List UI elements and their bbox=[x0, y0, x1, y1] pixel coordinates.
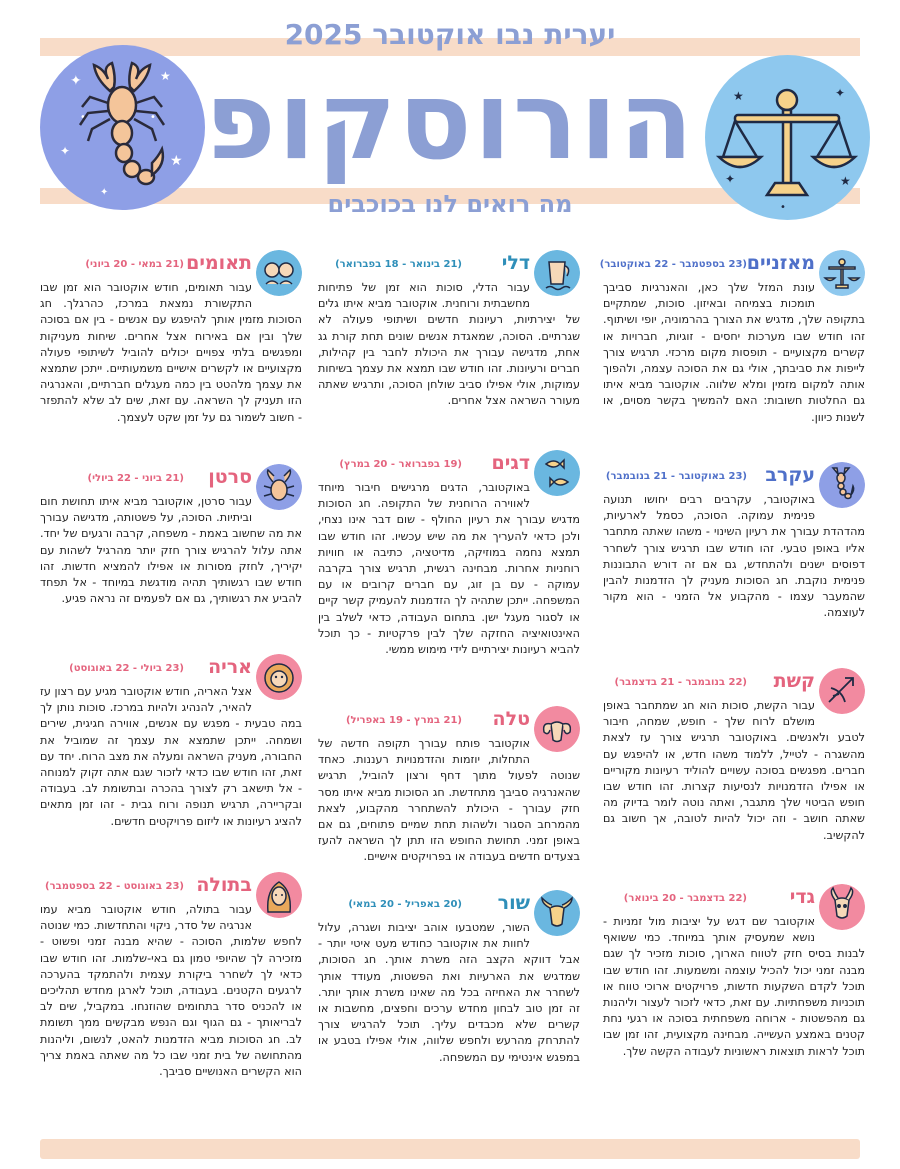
svg-text:✦: ✦ bbox=[100, 187, 109, 198]
sign-libra bbox=[599, 250, 865, 462]
sign-leo bbox=[40, 654, 302, 872]
sign-gemini bbox=[40, 250, 302, 464]
sign-name: דגים bbox=[491, 452, 530, 474]
author-month: יערית נבו אוקטובר 2025 bbox=[284, 18, 616, 51]
sign-name: גדי bbox=[789, 886, 815, 908]
svg-text:✦: ✦ bbox=[60, 144, 71, 158]
sign-text: השור, שמטבעו אוהב יציבות ושגרה, עלול לחוות את אוקטובר כחודש מעט איטי יותר - אבל דווקא הקצב הזה משרת אותך. חג הסוכות, שמדגיש את הארעיות ואת הפשטות, מעודד אותך לשחרר את האחיזה בכל מה שאינו משרת אותך יותר. זה זמן טוב לבחון מחדש ערכים וחפצים, מחשבות או קשרים שלא מכבדים עליך. תוכל להרגיש צורך להתרחק מהרעש ולחפש שלווה, אולי אפילו בטבע או במפגש אינטימי עם המשפחה. bbox=[318, 921, 580, 1064]
virgo-icon bbox=[256, 872, 302, 918]
sign-dates: (23 בספטמבר - 22 באוקטובר) bbox=[599, 259, 747, 270]
sign-pisces bbox=[318, 450, 580, 706]
svg-text:★: ★ bbox=[733, 89, 744, 103]
sign-dates: (23 ביולי - 22 באוגוסט) bbox=[69, 663, 184, 674]
sign-name: תאומים bbox=[186, 252, 252, 274]
sign-text: באוקטובר, עקרבים רבים יחושו תנועה פנימית עמוקה. הסוכה, כסמל לארעיות, מהדהדת עבורך את רעיון השינוי - משהו שאתה מתחבר אליו באופן טבעי. זהו חודש שבו תרגיש צורך לשחרר דפוסים ישנים ולהתחדש, גם אם זה דורש התבוננות פנימית נוקבת. חג הסוכות מעניק לך הזדמנות להבין שהמעבר עצמו - מהקבוע אל הזמני - הוא מקור לעוצמה. bbox=[603, 493, 865, 620]
page-subtitle: מה רואים לנו בכוכבים bbox=[327, 190, 573, 218]
cancer-icon bbox=[256, 464, 302, 510]
svg-text:★: ★ bbox=[160, 69, 171, 83]
sign-dates: (19 בפברואר - 20 במרץ) bbox=[339, 459, 462, 470]
bottom-band bbox=[40, 1139, 860, 1159]
sign-text: אוקטובר פותח עבורך תקופה חדשה של התחלות, יוזמות והזדמנויות רעננות. כאחד שנוטה לפעול מתוך דחף ורצון להוביל, תרגיש שהאנרגיה סביבך מתחדשת. חג הסוכות מביא איתו מסר חזק עבורך - היכולת להשתחרר מהקבוע, לצאת מהמרחב הסגור ולשהות תחת שמיים פתוחים, גם אם באופן זמני. תחושת החופש הזו תתן לך השראה להעז בצעדים חדשים בעבודה או בפרויקטים אישיים. bbox=[318, 737, 580, 864]
sign-name: שור bbox=[497, 892, 530, 914]
column-right bbox=[599, 250, 865, 1060]
sign-text: באוקטובר, הדגים מרגישים חיבור מיוחד לאווירה הרוחנית של התקופה. חג הסוכות מדגיש עבורך את רעיון החולף - שום דבר אינו נצחי, ולכן כדאי להעריך את מה שיש עכשיו. זהו חודש שבו תמצא נחמה במוזיקה, מדיטציה, כתיבה או חוויות רוחניות אחרות. מבחינה רגשית, תרגיש צורך בקרבה עמוקה - עם בן זוג, עם חברים קרובים או עם המשפחה. ייתכן שתהיה לך הזדמנות להעמיק קשר קיים או לסגור מעגל ישן. בתחום העבודה, כדאי לשלב בין האינטואיציה החזקה שלך לבין פרקטיות - כך תוכל להביא רעיונות יצירתיים לידי מימוש ממשי. bbox=[318, 481, 580, 657]
sign-aquarius bbox=[318, 250, 580, 450]
aries-icon bbox=[534, 706, 580, 752]
libra-icon bbox=[819, 250, 865, 296]
svg-text:✦: ✦ bbox=[835, 86, 846, 100]
sign-name: אריה bbox=[208, 656, 252, 678]
sign-text: עבור הקשת, סוכות הוא חג שמתחבר באופן מושלם לרוח שלך - חופש, שמחה, חיבור לטבע ולאנשים. באוקטובר תרגיש צורך עז לצאת מהשגרה - לטייל, ללמוד משהו חדש, או להיפגש עם חברים. מפגשים בסוכה עשויים להוליד רעיונות מקוריים או אפילו הזדמנויות לנסיעות קצרות. זהו חודש שבו חופש הביטוי שלך מתגבר, ואתה נוטה לומר בדיוק מה שאתה חושב - וזה יכול להיות לטובה, אך חשוב גם להקשיב. bbox=[603, 699, 865, 842]
page-title: הורוסקופ bbox=[204, 59, 696, 184]
sign-name: מאזניים bbox=[746, 252, 815, 274]
sign-name: טלה bbox=[492, 708, 530, 730]
sign-dates: (20 באפריל - 20 במאי) bbox=[348, 899, 462, 910]
sign-text: אצל האריה, חודש אוקטובר מגיע עם רצון עז להאיר, להנהיג ולהיות במרכז. סוכות נותן לך במה טבעית - מפגש עם אנשים, אווירה חגיגית, שירים ושמחה. ייתכן שתמצא את עצמך זה שמוביל את החבורה, מעניק השראה ומעלה את מצב הרוח. יחד עם זאת, זהו חודש שבו כדאי לזכור שגם אתה זקוק למנוחה - אל תישאב רק לצורך בהכרה ובתשומת לב. בעבודה ובקריירה, תרגיש תנופה ורוח גבית - זהו זמן מתאים להציג רעיונות או ליזום פרויקטים חדשים. bbox=[40, 685, 302, 828]
sign-text: עונת המזל שלך כאן, והאנרגיות סביבך תומכות בצמיחה ובאיזון. סוכות, שמתקיים בתקופה שלך, מדגיש את הצורך בהרמוניה, יופי ושיתוף. זהו חודש שבו מערכות יחסים - זוגיות, חברויות או קשרים מקצועיים - תופסות מקום מרכזי. תרגיש צורך לייפות את סביבתך, אולי גם את הסוכה עצמה, ולהפוך אותה למקום מזמין ומלא שלווה. אוקטובר מביא איתו גם החלטות חשובות: האם להמשיך בקשר מסוים, או לשנות כיוון. bbox=[603, 281, 865, 424]
svg-text:✦: ✦ bbox=[725, 172, 736, 186]
sign-dates: (21 במאי - 20 ביוני) bbox=[85, 259, 184, 270]
scorpio-icon bbox=[819, 462, 865, 508]
taurus-icon bbox=[534, 890, 580, 936]
sign-scorpio bbox=[603, 462, 865, 668]
sign-text: אוקטובר שם דגש על יציבות מול זמניות - נושא שמעסיק אותך במיוחד. כמי ששואף לבנות בסיס חזק לטווח הארוך, סוכות מזכיר לך שגם מבנה זמני יכול להכיל עוצמה ומשמעות. זהו חודש שבו תוכל לקדם השקעות חדשות, פרויקטים ארוכי טווח או תוכניות משפחתיות. עם זאת, כדאי לזכור לעצור וליהנות גם מהפשטות - ארוחה משפחתית בסוכה או רגעי נחת קטנים באמצע העשייה. מבחינה מקצועית, זהו זמן שבו תוכל לראות תוצאות ראשוניות לעבודה הקשה שלך. bbox=[603, 915, 865, 1058]
sign-dates: (22 בנובמבר - 21 בדצמבר) bbox=[614, 677, 747, 688]
svg-text:•: • bbox=[780, 202, 786, 213]
sign-taurus bbox=[318, 890, 580, 1066]
sign-name: דלי bbox=[501, 252, 530, 274]
sign-name: עקרב bbox=[765, 464, 815, 486]
sign-sagittarius bbox=[603, 668, 865, 884]
sign-dates: (21 ביוני - 22 ביולי) bbox=[87, 473, 184, 484]
sign-text: עבור הדלי, סוכות הוא זמן של פתיחות מחשבתית ורוחנית. אוקטובר מביא איתו גלים של יצירתיות, רעיונות חדשים ושיתופי פעולה לא שגרתיים. הסוכה, שמאגדת אנשים שונים תחת קורת גג אחת, מדגישה עבורך את היכולת לחבר בין קהילות, חברים ורעיונות. זהו חודש שבו תמצא את עצמך בשיחות עמוקות, אולי אפילו סביב שולחן הסוכה, ותרגיש שאתה מעורר השראה אצל אחרים. bbox=[318, 281, 580, 408]
sign-aries bbox=[318, 706, 580, 890]
sign-dates: (21 במרץ - 19 באפריל) bbox=[345, 715, 462, 726]
aquarius-icon bbox=[534, 250, 580, 296]
svg-text:★: ★ bbox=[840, 174, 851, 188]
capricorn-icon bbox=[819, 884, 865, 930]
leo-icon bbox=[256, 654, 302, 700]
gemini-icon bbox=[256, 250, 302, 296]
column-middle bbox=[318, 250, 580, 1066]
sign-text: עבור בתולה, חודש אוקטובר מביא עמו אנרגיה של סדר, ניקוי והתחדשות. כמי שנוטה לחפש שלמות, הסוכה - שהיא מבנה זמני ופשוט - מזכירה לך שהיופי טמון גם באי-שלמות. זהו חודש שבו כדאי לך לשחרר ביקורת עצמית ולהתמקד בהערכה לרגעים הקטנים. בעבודה, תוכל לארגן מחדש תהליכים או להכניס סדר בתחומים שהוזנחו. במקביל, שים לב לבריאותך - גם הגוף וגם הנפש מבקשים ממך תשומת לב. חג הסוכות מביא הזדמנות להאט, לנשום, וליהנות מהתחושה של בית זמני שבו כל מה שאתה באמת צריך הוא הקשרים האנושיים סביבך. bbox=[40, 903, 302, 1079]
sign-cancer bbox=[40, 464, 302, 654]
sign-dates: (23 באוגוסט - 22 בספטמבר) bbox=[45, 881, 184, 892]
sign-name: סרטן bbox=[208, 466, 252, 488]
svg-text:★: ★ bbox=[170, 153, 183, 169]
sign-name: בתולה bbox=[196, 874, 252, 896]
pisces-icon bbox=[534, 450, 580, 496]
sagittarius-icon bbox=[819, 668, 865, 714]
sign-dates: (21 בינואר - 18 בפברואר) bbox=[335, 259, 462, 270]
sign-dates: (22 בדצמבר - 20 בינואר) bbox=[623, 893, 747, 904]
column-left bbox=[40, 250, 302, 1080]
sign-text: עבור סרטן, אוקטובר מביא איתו תחושת חום וביתיות. הסוכה, על פשטותה, מדגישה עבורך את מה שחשוב באמת - משפחה, קרבה ורגעים של יחד. אתה עלול להרגיש צורך חזק יותר מהרגיל לשהות עם יקיריך, לחזק מסורות או אפילו להמציא חדשות. זהו חודש שבו רגשותיך תהיה מודגשת במיוחד - אל תפחד להביע את רגשותיך, גם אם לפעמים זה נראה פגיע. bbox=[40, 495, 302, 606]
sign-name: קשת bbox=[773, 670, 815, 692]
svg-text:✦: ✦ bbox=[70, 73, 82, 89]
sign-capricorn bbox=[603, 884, 865, 1060]
sign-virgo bbox=[40, 872, 302, 1080]
svg-text:•: • bbox=[150, 112, 156, 123]
sign-text: עבור תאומים, חודש אוקטובר הוא זמן שבו התקשורת נמצאת במרכז, כהרגלך. חג הסוכות מזמין אותך להיפגש עם אנשים - בין אם בסוכה שלך ובין אם באירוח אצל אחרים. שיחות מעניקות ומפגשים בלתי צפויים יכולים להוביל לשיתופי פעולה מקצועיים או לקשרים אישיים משמעותיים. ייתכן שתמצא את עצמך מלהטט בין כמה מעגלים חברתיים, והאנרגיה הזו תעניק לך השראה. עם זאת, שים לב שלא להתפזר - חשוב לשמור גם על זמן שקט לעצמך. bbox=[40, 281, 302, 424]
svg-text:•: • bbox=[80, 112, 86, 123]
sign-dates: (23 באוקטובר - 21 בנובמבר) bbox=[605, 471, 747, 482]
